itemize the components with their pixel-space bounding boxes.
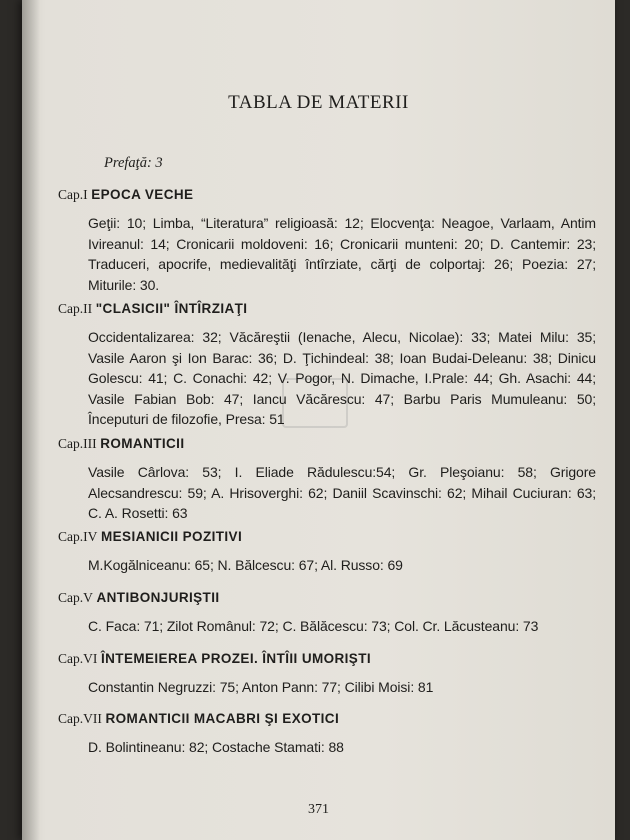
chapter-1	[58, 187, 598, 295]
chapter-name: ÎNTEMEIEREA PROZEI. ÎNTÎII UMORIŞTI	[101, 651, 372, 666]
chapter-label: Cap.II	[58, 301, 93, 316]
chapter-4	[58, 529, 598, 576]
chapter-entries: M.Kogălniceanu: 65; N. Bălcescu: 67; Al. Russo: 69	[88, 557, 403, 573]
chapter-heading	[58, 436, 598, 453]
book-page	[22, 0, 615, 840]
preface-entry: Prefaţă: 3	[104, 155, 163, 171]
chapter-heading	[58, 529, 598, 546]
chapter-label: Cap.VI	[58, 651, 98, 666]
chapter-entries: Vasile Cârlova: 53; I. Eliade Rădulescu:54; Gr. Pleşoianu: 58; Grigore Alecsandrescu: 59; A. Hrisoverghi: 62; Daniil Scavinschi: 62; Mihail Cuciuran: 63; C. A. Rosetti: 63	[88, 464, 596, 521]
chapter-entries: Occidentalizarea: 32; Văcăreştii (Ienache, Alecu, Nicolae): 33; Matei Milu: 35; Vasile Aaron şi Ion Barac: 36; D. Ţichindeal: 38; Ioan Budai-Deleanu: 38; Dinicu Golescu: 41; C. Conachi: 42; V. Pogor, N. Dimache, I.Prale: 44; Gh. Asachi: 44; Vasile Fabian Bob: 47; Iancu Văcărescu: 47; Barbu Paris Mumuleanu: 50; Începuturi de filozofie, Presa: 51	[88, 329, 596, 427]
chapter-label: Cap.III	[58, 436, 97, 451]
chapter-name: ANTIBONJURIŞTII	[96, 590, 220, 605]
chapter-3	[58, 436, 598, 524]
chapter-heading	[58, 711, 598, 728]
chapter-heading	[58, 651, 598, 668]
chapter-entries: Constantin Negruzzi: 75; Anton Pann: 77; Cilibi Moisi: 81	[88, 679, 434, 695]
chapter-name: "CLASICII" ÎNTÎRZIAŢI	[95, 301, 248, 316]
chapter-5	[58, 590, 598, 637]
chapter-6	[58, 651, 598, 698]
page-title: TABLA DE MATERII	[228, 92, 409, 113]
page-number: 371	[308, 802, 329, 817]
chapter-7	[58, 711, 598, 758]
chapter-2	[58, 301, 598, 430]
chapter-entries: C. Faca: 71; Zilot Românul: 72; C. Bălăcescu: 73; Col. Cr. Lăcusteanu: 73	[88, 618, 539, 634]
chapter-heading	[58, 187, 598, 204]
chapter-name: ROMANTICII	[100, 436, 185, 451]
binding-shadow	[22, 0, 40, 840]
chapter-name: MESIANICII POZITIVI	[101, 529, 243, 544]
chapter-name: EPOCA VECHE	[91, 187, 194, 202]
chapter-heading	[58, 590, 598, 607]
chapter-entries: Geţii: 10; Limba, “Literatura” religioasă: 12; Elocvenţa: Neagoe, Varlaam, Antim Ivireanul: 14; Cronicarii moldoveni: 16; Cronicarii munteni: 20; D. Cantemir: 23; Traduceri, apocrife, medievalităţi întîrziate, cărţi de colportaj: 26; Poezia: 27; Miturile: 30.	[88, 215, 596, 293]
chapter-label: Cap.V	[58, 590, 93, 605]
chapter-entries: D. Bolintineanu: 82; Costache Stamati: 88	[88, 739, 344, 755]
chapter-name: ROMANTICII MACABRI ŞI EXOTICI	[105, 711, 340, 726]
chapter-label: Cap.I	[58, 187, 88, 202]
chapter-label: Cap.IV	[58, 529, 98, 544]
chapter-heading	[58, 301, 598, 318]
chapter-label: Cap.VII	[58, 711, 102, 726]
